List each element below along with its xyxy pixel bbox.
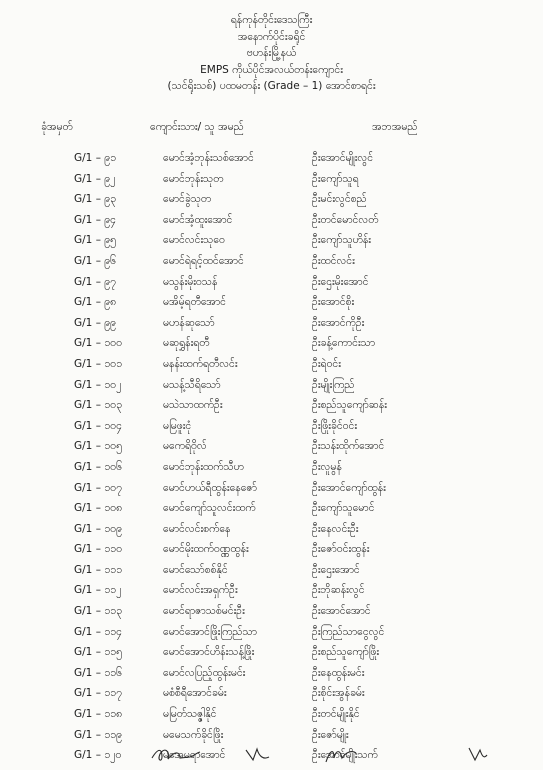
father-name: ဦးတင်မောင်လတ် [312,213,379,226]
father-name: ဦးအောင်ကိုဦး [312,316,365,329]
table-row [0,543,543,564]
row-number: G/1 – ၁၁၂ [74,584,122,597]
student-name: မောင်ဘုန်းထက်သီဟ [163,460,244,473]
row-number: G/1 – ၉၄ [74,213,117,226]
signature-area [0,744,543,766]
row-number: G/1 – ၁၀၄ [74,419,122,432]
student-name: မစံစီရီအောင်ခမ်း [163,687,227,700]
row-number: G/1 – ၉၁ [74,152,117,164]
list-title: (သင်ရိုးသစ်) ပထမတန်း (Grade – 1) အောင်စာရင်း [167,80,376,92]
father-name: ဦးစည်သူကျော်ဆန်း [312,399,387,412]
row-number: G/1 – ၉၃ [74,193,117,206]
table-row [0,667,543,688]
student-name: မအိမ့်ရတီအောင် [163,296,226,309]
father-name: ဦးအောင်မျိုးသက် [312,749,378,762]
student-name: မောင်ဟယ်ရီထွန်းနေဇော် [163,481,257,494]
table-row [0,440,543,461]
student-name: မောင်အံ့ဘုန်းသစ်အောင် [163,152,254,164]
row-number: G/1 – ၁၀၂ [74,378,122,391]
row-number: G/1 – ၉၈ [74,296,117,309]
table-row [0,605,543,626]
row-number: G/1 – ၁၁၅ [74,646,122,659]
row-number: G/1 – ၁၀၁ [74,357,122,370]
table-row [0,564,543,585]
row-number: G/1 – ၁၀၆ [74,460,122,473]
student-name: မောင်လင်းစက်နေ [163,522,231,535]
region-title: ရန်ကုန်တိုင်းဒေသကြီး [230,14,313,26]
father-name: ဦးအောင်မျိုးလွင် [312,152,374,164]
student-name: မောင်သော်စစ်နိုင် [163,563,228,576]
table-row [0,358,543,379]
table-row [0,708,543,729]
document-header [0,12,543,95]
student-name: မအေမရာအောင် [163,749,226,762]
row-number: G/1 – ၁၁၆ [74,666,122,679]
student-name: မောင်လင်းသုဝေ [163,234,225,247]
father-name: ဦးမင်းလွင်စည် [312,193,367,206]
father-name: ဦးကျော်သူရ [312,172,359,185]
row-number: G/1 – ၁၁၀ [74,543,122,556]
student-name: မောင်ရဲရင့်ထင်အောင် [163,254,244,267]
father-name: ဦးအောင်အောင် [312,605,371,618]
row-number: G/1 – ၁၁၉ [74,728,122,741]
district-title: အနောက်ပိုင်းခရိုင် [237,30,306,43]
father-name: ဦးစိုင်းအွန်ခမ်း [312,687,365,700]
student-name: မမြဖူးငုံ [163,419,192,432]
father-name: ဦးဘိုဆန်းလွင် [312,584,365,597]
table-row [0,152,543,173]
table-row [0,482,543,503]
student-name: မောင်ဘုန်းသုတ [163,172,224,185]
father-name: ဦးဇော်မျိုး [312,728,349,741]
student-name: မောင်ရာဇာသစ်မင်းဦး [163,605,245,618]
table-row [0,173,543,194]
table-row [0,461,543,482]
signature-3 [322,744,362,766]
signature-2 [243,744,273,766]
father-name: ဦးထင်လင်း [312,254,355,267]
row-number: G/1 – ၁၁၈ [74,708,123,721]
father-name: ဦးမျိုးကြည် [312,378,355,391]
student-name: မနန်းထက်ရတီလင်း [163,357,238,370]
father-name: ဦးခန့်ကောင်းသာ [312,337,376,350]
father-name: ဦးစည်သူကျော်ဖြိုး [312,646,380,659]
row-number: G/1 – ၉၅ [74,234,117,247]
student-name: မသဲသာထက်ဦး [163,399,223,412]
row-number: G/1 – ၁၀၃ [74,399,122,412]
table-row [0,626,543,647]
row-number: G/1 – ၁၁၃ [74,605,122,618]
row-number: G/1 – ၁၀၈ [74,502,123,515]
father-name: ဦးဖြိုးခိုင်ဝင်း [312,419,358,432]
father-name: ဦးလူမွန် [312,460,342,473]
results-table [0,152,543,770]
table-row [0,379,543,400]
table-row [0,193,543,214]
student-name: မမြတ်သဇ္ဇါနိုင် [163,708,217,721]
student-name: မောင်အံ့ထူးအောင် [163,213,233,226]
father-name: ဦးကျော်သူဟိန်း [312,234,371,247]
student-name: မသန့်သီရိသော် [163,378,221,391]
township-title: ဗဟန်းမြို့နယ် [246,47,297,59]
table-row [0,214,543,235]
row-number: G/1 – ၁၀၅ [74,440,122,453]
father-name: ဦးကျော်သူမောင် [312,502,375,515]
column-header-number: ခုံအမှတ် [41,121,73,133]
table-row [0,255,543,276]
student-name: မောင်လင်းအရှက်ဦး [163,584,238,597]
row-number: G/1 – ၉၉ [74,316,117,329]
table-row [0,317,543,338]
column-header-student: ကျောင်းသား/ သူ အမည် [150,121,244,133]
signature-1 [150,744,202,766]
student-name: မောင်ကျော်သူလင်းထက် [163,502,256,515]
signature-4 [466,744,490,766]
row-number: G/1 – ၉၇ [74,275,117,288]
student-name: မဟန်ဆုသော် [163,316,215,329]
table-row [0,420,543,441]
row-number: G/1 – ၁၁၄ [74,625,122,638]
row-number: G/1 – ၁၀၀ [74,337,122,350]
table-row [0,502,543,523]
school-title: EMPS ကိုယ်ပိုင်အလယ်တန်းကျောင်း [200,63,343,76]
row-number: G/1 – ၁၀၉ [74,522,122,535]
table-row [0,687,543,708]
father-name: ဦးအောင်စိုး [312,296,355,309]
table-row [0,276,543,297]
father-name: ဦးကြည်သာငွေလွင် [312,625,385,638]
student-name: မကေရိဝိုလ် [163,440,207,453]
table-row [0,523,543,544]
father-name: ဦးဌေးမိုးအောင် [312,275,369,288]
row-number: G/1 – ၉၆ [74,254,117,267]
student-name: မောင်ခွဲသုတ [163,193,212,206]
row-number: G/1 – ၁၁၁ [74,563,122,576]
father-name: ဦးဌေးအောင် [312,563,360,576]
father-name: ဦးနေလင်းဦး [312,522,359,535]
student-name: မောင်အောင်ဖြိုးကြည်သာ [163,625,257,638]
father-name: ဦးရဲဝင်း [312,357,341,370]
table-row [0,399,543,420]
father-name: ဦးနေထွန်းမင်း [312,666,365,679]
table-row [0,646,543,667]
student-name: မသွန်းမိုးဝသန် [163,275,218,288]
row-number: G/1 – ၁၁၇ [74,687,122,700]
student-name: မောင်လပြည့်ထွန်းမင်း [163,666,246,679]
table-row [0,296,543,317]
student-name: မမေသက်ခိုင်ဖြိုး [163,728,224,741]
row-number: G/1 – ၉၂ [74,172,116,185]
father-name: ဦးအောင်ကျော်ထွန်း [312,481,386,494]
row-number: G/1 – ၁၂၀ [74,749,122,762]
row-number: G/1 – ၁၀၇ [74,481,122,494]
father-name: ဦးသန်းထိုက်အောင် [312,440,385,453]
table-row [0,584,543,605]
column-header-father: အဘအမည် [372,121,418,133]
student-name: မဆုရွှန်းရတီ [163,337,210,350]
table-row [0,234,543,255]
student-name: မောင်အောင်ဟိန်းသန့်ဖြိုး [163,646,255,659]
father-name: ဦးတင်မျိုးနိုင် [312,708,360,721]
table-row [0,337,543,358]
father-name: ဦးဇော်ဝင်းထွန်း [312,543,370,556]
student-name: မောင်မိုးထက်ဝဏ္ဏထွန်း [163,543,249,556]
